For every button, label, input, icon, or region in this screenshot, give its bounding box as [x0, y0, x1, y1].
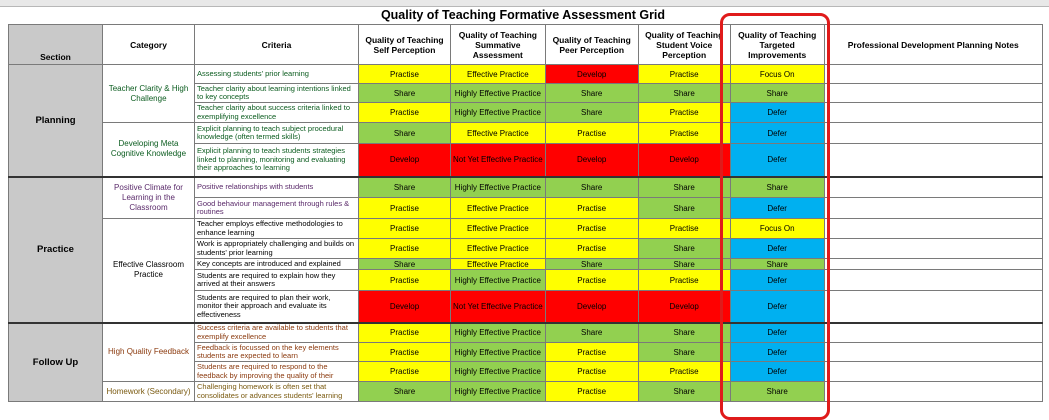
targeted-rating-cell[interactable]: Focus On [730, 219, 824, 239]
criteria-cell[interactable]: Students are required to respond to the feedback by improving the quality of their [195, 362, 359, 382]
table-row [9, 65, 1043, 84]
self-rating-cell[interactable]: Share [359, 382, 451, 402]
self-rating-cell[interactable]: Share [359, 123, 451, 144]
targeted-rating-cell[interactable]: Defer [730, 270, 824, 291]
criteria-cell[interactable]: Work is appropriately challenging and builds on students' prior learning [195, 239, 359, 259]
summative-rating-cell[interactable]: Highly Effective Practice [451, 270, 546, 291]
category-cell[interactable]: High Quality Feedback [103, 323, 195, 382]
summative-rating-cell[interactable]: Highly Effective Practice [451, 323, 546, 343]
peer-rating-cell[interactable]: Practise [545, 239, 638, 259]
voice-rating-cell[interactable]: Practise [638, 219, 730, 239]
header-section[interactable]: Section [9, 25, 103, 65]
targeted-rating-cell[interactable]: Defer [730, 323, 824, 343]
pd-notes-cell[interactable] [824, 177, 1042, 198]
summative-rating-cell[interactable]: Effective Practice [451, 123, 546, 144]
table-row [9, 219, 1043, 239]
targeted-rating-cell[interactable]: Share [730, 84, 824, 103]
targeted-rating-cell[interactable]: Share [730, 382, 824, 402]
voice-rating-cell[interactable]: Develop [638, 291, 730, 323]
pd-notes-cell[interactable] [824, 362, 1042, 382]
sheet-title: Quality of Teaching Formative Assessment Grid [8, 7, 1038, 25]
voice-rating-cell[interactable]: Share [638, 198, 730, 219]
section-cell[interactable]: Practice [9, 177, 103, 323]
section-cell[interactable]: Follow Up [9, 323, 103, 402]
self-rating-cell[interactable]: Share [359, 259, 451, 270]
category-cell[interactable]: Homework (Secondary) [103, 382, 195, 402]
criteria-cell[interactable]: Explicit planning to teach subject procedural knowledge (often termed skills) [195, 123, 359, 144]
summative-rating-cell[interactable]: Effective Practice [451, 259, 546, 270]
voice-rating-cell[interactable]: Practise [638, 103, 730, 123]
header-student-voice[interactable]: Quality of Teaching Student Voice Perception [638, 25, 730, 65]
summative-rating-cell[interactable]: Highly Effective Practice [451, 382, 546, 402]
summative-rating-cell[interactable]: Effective Practice [451, 65, 546, 84]
pd-notes-cell[interactable] [824, 219, 1042, 239]
criteria-cell[interactable]: Key concepts are introduced and explained [195, 259, 359, 270]
pd-notes-cell[interactable] [824, 84, 1042, 103]
peer-rating-cell[interactable]: Practise [545, 219, 638, 239]
peer-rating-cell[interactable]: Practise [545, 343, 638, 362]
voice-rating-cell[interactable]: Share [638, 382, 730, 402]
category-cell[interactable]: Effective Classroom Practice [103, 219, 195, 323]
header-peer-perception[interactable]: Quality of Teaching Peer Perception [545, 25, 638, 65]
self-rating-cell[interactable]: Practise [359, 362, 451, 382]
pd-notes-cell[interactable] [824, 270, 1042, 291]
header-targeted-improvements[interactable]: Quality of Teaching Targeted Improvements [730, 25, 824, 65]
pd-notes-cell[interactable] [824, 103, 1042, 123]
peer-rating-cell[interactable]: Develop [545, 144, 638, 177]
table-row [9, 323, 1043, 343]
pd-notes-cell[interactable] [824, 65, 1042, 84]
criteria-cell[interactable]: Students are required to explain how they arrived at their answers [195, 270, 359, 291]
criteria-cell[interactable]: Assessing students' prior learning [195, 65, 359, 84]
self-rating-cell[interactable]: Develop [359, 144, 451, 177]
header-criteria[interactable]: Criteria [195, 25, 359, 65]
self-rating-cell[interactable]: Practise [359, 198, 451, 219]
pd-notes-cell[interactable] [824, 382, 1042, 402]
section-cell[interactable]: Planning [9, 65, 103, 177]
criteria-cell[interactable]: Students are required to plan their work, monitor their approach and evaluate its effectiveness [195, 291, 359, 323]
summative-rating-cell[interactable]: Effective Practice [451, 219, 546, 239]
targeted-rating-cell[interactable]: Focus On [730, 65, 824, 84]
peer-rating-cell[interactable]: Share [545, 177, 638, 198]
table-row [9, 177, 1043, 198]
self-rating-cell[interactable]: Practise [359, 65, 451, 84]
peer-rating-cell[interactable]: Share [545, 84, 638, 103]
pd-notes-cell[interactable] [824, 291, 1042, 323]
targeted-rating-cell[interactable]: Defer [730, 123, 824, 144]
header-self-perception[interactable]: Quality of Teaching Self Perception [359, 25, 451, 65]
targeted-rating-cell[interactable]: Share [730, 177, 824, 198]
criteria-cell[interactable]: Feedback is focussed on the key elements students are expected to learn [195, 343, 359, 362]
pd-notes-cell[interactable] [824, 123, 1042, 144]
voice-rating-cell[interactable]: Share [638, 84, 730, 103]
self-rating-cell[interactable]: Share [359, 84, 451, 103]
peer-rating-cell[interactable]: Share [545, 103, 638, 123]
summative-rating-cell[interactable]: Highly Effective Practice [451, 103, 546, 123]
criteria-cell[interactable]: Teacher clarity about learning intentions linked to key concepts [195, 84, 359, 103]
peer-rating-cell[interactable]: Develop [545, 291, 638, 323]
criteria-cell[interactable]: Positive relationships with students [195, 177, 359, 198]
column-header-strip [0, 0, 1049, 7]
targeted-rating-cell[interactable]: Defer [730, 239, 824, 259]
table-row [9, 123, 1043, 144]
peer-rating-cell[interactable]: Practise [545, 270, 638, 291]
voice-rating-cell[interactable]: Practise [638, 123, 730, 144]
summative-rating-cell[interactable]: Highly Effective Practice [451, 343, 546, 362]
header-summative-assessment[interactable]: Quality of Teaching Summative Assessment [451, 25, 546, 65]
targeted-rating-cell[interactable]: Defer [730, 362, 824, 382]
criteria-cell[interactable]: Teacher clarity about success criteria linked to exemplifying excellence [195, 103, 359, 123]
voice-rating-cell[interactable]: Share [638, 323, 730, 343]
targeted-rating-cell[interactable]: Defer [730, 144, 824, 177]
peer-rating-cell[interactable]: Practise [545, 362, 638, 382]
criteria-cell[interactable]: Challenging homework is often set that consolidates or advances students' learning [195, 382, 359, 402]
targeted-rating-cell[interactable]: Defer [730, 103, 824, 123]
self-rating-cell[interactable]: Practise [359, 270, 451, 291]
voice-rating-cell[interactable]: Share [638, 343, 730, 362]
targeted-rating-cell[interactable]: Defer [730, 291, 824, 323]
peer-rating-cell[interactable]: Develop [545, 65, 638, 84]
summative-rating-cell[interactable]: Effective Practice [451, 239, 546, 259]
pd-notes-cell[interactable] [824, 323, 1042, 343]
self-rating-cell[interactable]: Practise [359, 103, 451, 123]
voice-rating-cell[interactable]: Practise [638, 362, 730, 382]
self-rating-cell[interactable]: Develop [359, 291, 451, 323]
summative-rating-cell[interactable]: Highly Effective Practice [451, 177, 546, 198]
voice-rating-cell[interactable]: Share [638, 177, 730, 198]
voice-rating-cell[interactable]: Share [638, 239, 730, 259]
header-category[interactable]: Category [103, 25, 195, 65]
table-row [9, 382, 1043, 402]
self-rating-cell[interactable]: Share [359, 177, 451, 198]
pd-notes-cell[interactable] [824, 144, 1042, 177]
criteria-cell[interactable]: Teacher employs effective methodologies to enhance learning [195, 219, 359, 239]
voice-rating-cell[interactable]: Practise [638, 270, 730, 291]
summative-rating-cell[interactable]: Not Yet Effective Practice [451, 291, 546, 323]
criteria-cell[interactable]: Success criteria are available to students that exemplify excellence [195, 323, 359, 343]
category-cell[interactable]: Positive Climate for Learning in the Classroom [103, 177, 195, 219]
summative-rating-cell[interactable]: Highly Effective Practice [451, 362, 546, 382]
targeted-rating-cell[interactable]: Defer [730, 198, 824, 219]
voice-rating-cell[interactable]: Develop [638, 144, 730, 177]
peer-rating-cell[interactable]: Share [545, 259, 638, 270]
assessment-grid [8, 24, 1043, 402]
pd-notes-cell[interactable] [824, 198, 1042, 219]
header-pd-notes[interactable]: Professional Development Planning Notes [824, 25, 1042, 65]
self-rating-cell[interactable]: Practise [359, 219, 451, 239]
pd-notes-cell[interactable] [824, 239, 1042, 259]
summative-rating-cell[interactable]: Effective Practice [451, 198, 546, 219]
peer-rating-cell[interactable]: Practise [545, 123, 638, 144]
summative-rating-cell[interactable]: Not Yet Effective Practice [451, 144, 546, 177]
criteria-cell[interactable]: Good behaviour management through rules & routines [195, 198, 359, 219]
pd-notes-cell[interactable] [824, 343, 1042, 362]
self-rating-cell[interactable]: Practise [359, 343, 451, 362]
peer-rating-cell[interactable]: Practise [545, 198, 638, 219]
criteria-cell[interactable]: Explicit planning to teach students strategies linked to planning, monitoring and evaluating their approaches to learning [195, 144, 359, 177]
category-cell[interactable]: Developing Meta Cognitive Knowledge [103, 123, 195, 177]
targeted-rating-cell[interactable]: Defer [730, 343, 824, 362]
peer-rating-cell[interactable]: Share [545, 323, 638, 343]
targeted-rating-cell[interactable]: Share [730, 259, 824, 270]
summative-rating-cell[interactable]: Highly Effective Practice [451, 84, 546, 103]
category-cell[interactable]: Teacher Clarity & High Challenge [103, 65, 195, 123]
pd-notes-cell[interactable] [824, 259, 1042, 270]
self-rating-cell[interactable]: Practise [359, 239, 451, 259]
voice-rating-cell[interactable]: Practise [638, 65, 730, 84]
self-rating-cell[interactable]: Practise [359, 323, 451, 343]
voice-rating-cell[interactable]: Share [638, 259, 730, 270]
peer-rating-cell[interactable]: Practise [545, 382, 638, 402]
